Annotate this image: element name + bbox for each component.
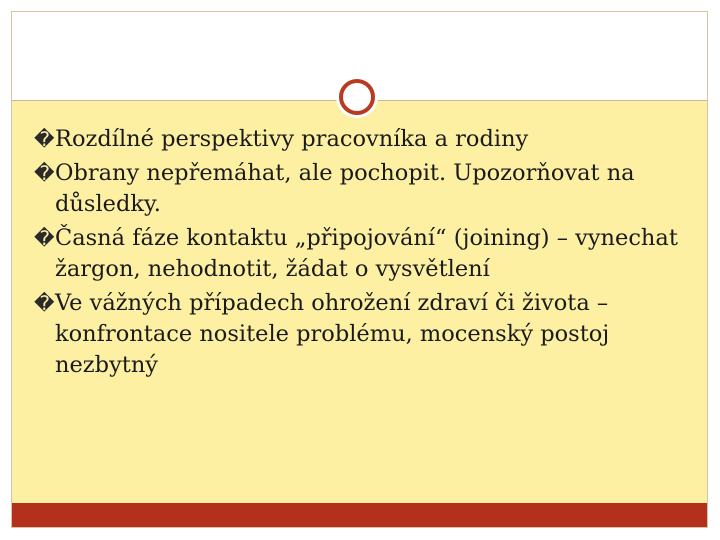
bullet-glyph-icon: � xyxy=(34,226,55,250)
bullet-glyph-icon: � xyxy=(34,291,55,315)
footer-bar xyxy=(12,503,707,527)
bullet-list xyxy=(34,124,694,384)
bullet-item xyxy=(34,158,694,220)
bullet-text: Rozdílné perspektivy pracovníka a rodiny xyxy=(55,126,529,152)
bullet-text: Časná fáze kontaktu „připojování“ (joining) – vynechat žargon, nehodnotit, žádat o vysvětlení xyxy=(55,225,678,282)
bullet-item xyxy=(34,223,694,285)
bullet-item xyxy=(34,124,694,155)
bullet-text: Obrany nepřemáhat, ale pochopit. Upozorňovat na důsledky. xyxy=(55,160,635,217)
circle-ornament xyxy=(339,79,375,115)
bullet-glyph-icon: � xyxy=(34,161,55,185)
bullet-text: Ve vážných případech ohrožení zdraví či života – konfrontace nositele problému, mocenský postoj nezbytný xyxy=(55,290,610,378)
bullet-item xyxy=(34,288,694,381)
bullet-glyph-icon: � xyxy=(34,127,55,151)
